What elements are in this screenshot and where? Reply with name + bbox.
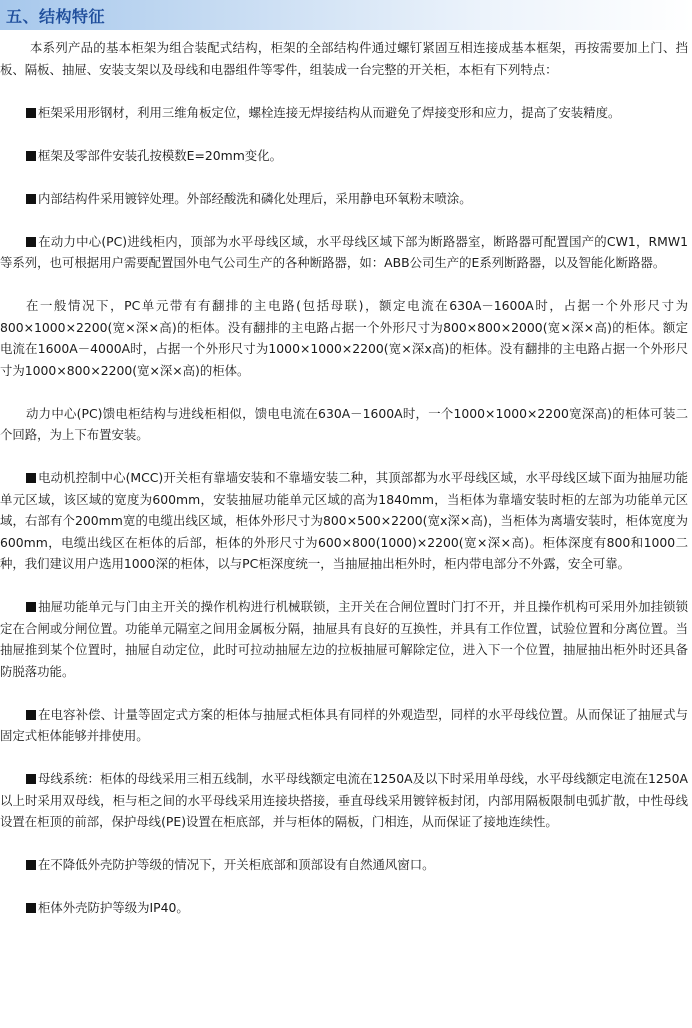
square-bullet-icon bbox=[26, 194, 36, 204]
feature-item bbox=[0, 102, 688, 124]
square-bullet-icon bbox=[26, 473, 36, 483]
paragraph-text: 框架及零部件安装孔按模数E=20mm变化。 bbox=[38, 147, 282, 163]
content-body bbox=[0, 30, 692, 919]
paragraph-text: 在电容补偿、计量等固定式方案的柜体与抽屉式柜体具有同样的外观造型，同样的水平母线位置。从而保证了抽屉式与固定式柜体能够并排使用。 bbox=[0, 706, 688, 743]
feature-item bbox=[0, 704, 688, 747]
paragraph-text: 柜体外壳防护等级为IP40。 bbox=[38, 900, 189, 915]
feature-item bbox=[0, 596, 688, 682]
square-bullet-icon bbox=[26, 602, 36, 612]
section-title: 五、结构特征 bbox=[6, 6, 106, 26]
square-bullet-icon bbox=[26, 710, 36, 720]
square-bullet-icon bbox=[26, 151, 36, 161]
feature-item bbox=[0, 768, 688, 833]
square-bullet-icon bbox=[26, 237, 36, 247]
square-bullet-icon bbox=[26, 860, 36, 870]
paragraph-text: 电动机控制中心(MCC)开关柜有靠墙安装和不靠墙安装二种，其顶部都为水平母线区域，水平母线区域下面为抽屉功能单元区域，该区域的宽度为600mm，安装抽屉功能单元区域的高为1840mm，当柜体为靠墙安装时柜的左部为功能单元区域，右部有个200mm宽的电缆出线区域，柜体外形尺寸为800×500×2200(宽x深×高)，当柜体为离墙安装时，柜体宽度为600mm，电缆出线区在柜体的后部，柜体的外形尺寸为600×800(1000)×2200(宽×深×高)。柜体深度有800和1000二种，我们建议用户选用1000深的柜体，以与PC柜深度统一，当抽屉抽出柜外时，柜内带电部分不外露，安全可靠。 bbox=[0, 470, 688, 571]
feature-item bbox=[0, 231, 688, 274]
paragraph bbox=[0, 403, 688, 446]
paragraph bbox=[0, 295, 688, 381]
square-bullet-icon bbox=[26, 108, 36, 118]
paragraph-text: 母线系统：柜体的母线采用三相五线制，水平母线额定电流在1250A及以下时采用单母线，水平母线额定电流在1250A以上时采用双母线，柜与柜之间的水平母线采用连接块搭接，垂直母线采用镀锌板封闭，内部用隔板限制电弧扩散，中性母线设置在柜顶的前部，保护母线(PE)设置在柜底部，并与柜体的隔板，门相连，从而保证了接地连续性。 bbox=[0, 771, 688, 829]
paragraph-text: 在动力中心(PC)进线柜内，顶部为水平母线区域，水平母线区域下部为断路器室，断路器可配置国产的CW1，RMW1等系列，也可根据用户需要配置国外电气公司生产的各种断路器，如：ABB公司生产的E系列断路器，以及智能化断路器。 bbox=[0, 233, 688, 270]
paragraph-text: 本系列产品的基本柜架为组合装配式结构，柜架的全部结构件通过螺钉紧固互相连接成基本框架，再按需要加上门、挡板、隔板、抽屉、安装支架以及母线和电器组件等零件，组装成一台完整的开关柜，本柜有下列特点： bbox=[0, 40, 688, 77]
feature-item bbox=[0, 145, 688, 167]
paragraph-text: 在一般情况下，PC单元带有有翻排的主电路(包括母联)，额定电流在630A－1600A时，占据一个外形尺寸为800×1000×2200(宽×深×高)的柜体。没有翻排的主电路占据一个外形尺寸为800×800×2000(宽×深×高)的柜体。额定电流在1600A－4000A时，占据一个外形尺寸为1000×1000×2200(宽×深x高)的柜体。没有翻排的主电路占据一个外形尺寸为1000×800×2200(宽×深×高)的柜体。 bbox=[0, 298, 688, 378]
paragraph-text: 抽屉功能单元与门由主开关的操作机构进行机械联锁，主开关在合闸位置时门打不开，并且操作机构可采用外加挂锁锁定在合闸或分闸位置。功能单元隔室之间用金属板分隔，抽屉具有良好的互换性，并具有工作位置，试验位置和分离位置。当抽屉推到某个位置时，抽屉自动定位，此时可拉动抽屉左边的拉板抽屉可解除定位，进入下一个位置，抽屉抽出柜外时还具备防脱落功能。 bbox=[0, 599, 688, 679]
square-bullet-icon bbox=[26, 774, 36, 784]
feature-item bbox=[0, 897, 688, 919]
paragraph-intro bbox=[0, 37, 688, 80]
paragraph-text: 柜架采用形钢材，利用三维角板定位，螺栓连接无焊接结构从而避免了焊接变形和应力，提高了安装精度。 bbox=[38, 104, 621, 120]
square-bullet-icon bbox=[26, 903, 36, 913]
feature-item bbox=[0, 467, 688, 575]
paragraph-text: 在不降低外壳防护等级的情况下，开关柜底部和顶部设有自然通风窗口。 bbox=[38, 857, 435, 872]
paragraph-text: 内部结构件采用镀锌处理。外部经酸洗和磷化处理后，采用静电环氧粉末喷涂。 bbox=[38, 190, 472, 206]
feature-item bbox=[0, 854, 688, 876]
paragraph-text: 动力中心(PC)馈电柜结构与进线柜相似，馈电电流在630A－1600A时，一个1000×1000×2200宽深高)的柜体可装二个回路，为上下布置安装。 bbox=[0, 405, 688, 442]
feature-item bbox=[0, 188, 688, 210]
section-header bbox=[0, 0, 692, 30]
